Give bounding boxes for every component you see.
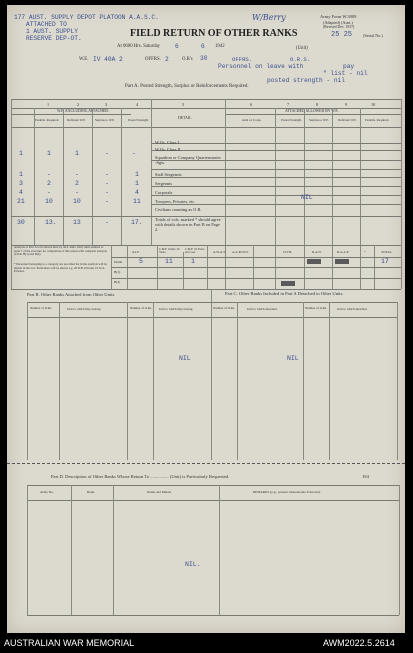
- signature: W/Berry: [252, 13, 286, 22]
- row-label-pte: Troopers, Privates, etc.: [155, 199, 196, 204]
- row-label-cpl: Corporals: [155, 190, 173, 195]
- detail-header: DETAIL: [178, 116, 192, 120]
- wo1-c4: -: [105, 150, 109, 157]
- offrs-value: 2: [165, 56, 169, 63]
- ssgt-c3: -: [75, 171, 79, 178]
- sgt-c3: 2: [75, 180, 79, 187]
- leave-extra: pay: [343, 63, 355, 70]
- col-num-7: 7: [287, 102, 290, 107]
- fold-line: [7, 463, 405, 464]
- row-label-sgt: Sergeants: [155, 181, 172, 186]
- sgt-c1: 3: [19, 180, 23, 187]
- army-form-line-1: Army Form W.3009: [320, 14, 357, 19]
- analysis-total-value: 17: [381, 258, 389, 265]
- cpl-c3: -: [75, 189, 79, 196]
- row-label-wo1: W.Os. Class I.: [155, 140, 181, 145]
- redaction-mark: [307, 259, 321, 264]
- cpl-c5: 4: [135, 189, 139, 196]
- unit-line-1: 177 AUST. SUPPLY DEPOT PLATOON A.A.S.C.: [14, 14, 159, 21]
- analysis-h-awas: A.W.A.S.: [213, 250, 227, 254]
- form-title: FIELD RETURN OF OTHER RANKS: [130, 28, 298, 39]
- row-label-wo2: W.Os. Class II.: [155, 147, 182, 152]
- pte-c4: -: [105, 198, 109, 205]
- part-c-title: Part C. Other Ranks Included in Part A Detached to Other Units.: [225, 291, 344, 296]
- total-c1: 30: [17, 219, 25, 226]
- analysis-row-detail: Detail: [114, 260, 123, 264]
- cpl-c1: 4: [19, 189, 23, 196]
- sub-right-1: Posted Strength.: [281, 118, 302, 122]
- row-label-civ: Civilians counting as O.R.: [155, 207, 202, 212]
- analysis-h-ran: R.A.N.: [312, 250, 322, 254]
- part-d-title: Part D. Description of Other Ranks Whose Return To ................ (Unit) is Particularly Requested.: [51, 474, 230, 479]
- serial-label: (Serial No.): [363, 33, 383, 38]
- date-day: 6: [175, 43, 179, 50]
- cpl-c2: -: [47, 189, 51, 196]
- analysis-h-cmf-over: C.M.F. 19 Years and over: [185, 247, 205, 255]
- sub-left-3: Surplus to W.E.: [95, 118, 116, 122]
- part-d-h4: REMARKS (e.g., present whereabouts if known).: [253, 490, 321, 494]
- analysis-h-raaf: R.A.A.F.: [337, 250, 350, 254]
- army-form-line-2: (Adapted) (Aust.): [323, 20, 353, 25]
- ssgt-c5: 1: [135, 171, 139, 178]
- col-num-6: 6: [250, 102, 253, 107]
- analysis-note: Analysis of Part A to be shown here by ALL units. Only units entitled to parts 7 of the structure for completion of this return with complete analysis of Part B(1) and B(2).: [14, 245, 107, 257]
- unit-line-4: RESERVE DEP-OT.: [26, 35, 82, 42]
- total-c4: -: [105, 219, 109, 226]
- part-c-h4: Unit to which detached.: [337, 307, 368, 311]
- analysis-h-civil: CIVIL: [283, 250, 293, 254]
- at-line: At 0600 Hrs. Saturday: [117, 44, 161, 49]
- part-b-h4: Unit to which they belong.: [159, 307, 194, 311]
- part-b-nil: NIL: [179, 355, 191, 362]
- total-c3: 13: [73, 219, 81, 226]
- pte-c1: 21: [17, 198, 25, 205]
- part-c-h1: Number of O.Rs.: [213, 306, 235, 310]
- part-c-nil: NIL: [287, 355, 299, 362]
- offrs-typed: OFFRS.: [232, 56, 253, 63]
- row-label-ssgt: Staff Sergeants: [155, 172, 182, 177]
- pte-c2: 10: [45, 198, 53, 205]
- cpl-c4: -: [105, 189, 109, 196]
- group-left-label: W.E. EXCLUDING ATTACHED.: [57, 109, 109, 113]
- posted-typed: posted strength - nil: [267, 77, 345, 84]
- col-num-5: 5: [182, 102, 185, 107]
- list-typed: " list - nil: [323, 70, 368, 77]
- analysis-aif-value: 5: [139, 258, 143, 265]
- pte-c5: 11: [133, 198, 141, 205]
- col-num-3: 3: [105, 102, 108, 107]
- group-right-label: ATTACHED ALLOWED BY W.E.: [285, 109, 339, 113]
- army-form-line-3: (Revised Dec. 1937): [323, 25, 355, 29]
- analysis-h-total: TOTAL: [381, 250, 392, 254]
- part-d-h2: Rank.: [87, 490, 96, 494]
- offrs-label: OFFRS.: [145, 57, 161, 62]
- unit-line-3: 1 AUST. SUPPLY: [26, 28, 78, 35]
- footer-accession: AWM2022.5.2614: [323, 638, 395, 648]
- sub-left-1: Establis. Required.: [35, 118, 60, 122]
- sub-right-3: Deficient W.E.: [338, 118, 357, 122]
- pte-c3: 10: [73, 198, 81, 205]
- total-c2: 13.: [45, 219, 57, 226]
- analysis-h-aamws: A.A.M.W.S.: [232, 250, 249, 254]
- col-num-8: 8: [316, 102, 319, 107]
- part-d-nil: NIL.: [185, 561, 201, 568]
- analysis-cmf-over-value: 1: [191, 258, 195, 265]
- wo1-c1: 1: [19, 150, 23, 157]
- part-a-right-nil: NIL: [301, 194, 313, 201]
- part-b-h2: Unit to which they belong.: [67, 307, 102, 311]
- col-num-4: 4: [136, 102, 139, 107]
- col-num-10: 10: [371, 102, 376, 107]
- part-b-title: Part B. Other Ranks Attached from Other Units.: [27, 292, 116, 297]
- part-d-h3: Name and Initials: [147, 490, 172, 494]
- wo1-c3: 1: [75, 150, 79, 157]
- part-d-h1: Army No.: [40, 490, 54, 494]
- sub-right-2: Surplus to W.E.: [309, 118, 330, 122]
- date-month: 6: [201, 43, 205, 50]
- we-value: IV 40A 2: [93, 56, 123, 63]
- sgt-c5: 1: [135, 180, 139, 187]
- sgt-c2: 2: [47, 180, 51, 187]
- sub-left-2: Deficient W.E.: [67, 118, 86, 122]
- sub-right-4: Establis. Required.: [365, 118, 390, 122]
- redaction-mark: [281, 281, 295, 286]
- redaction-mark: [335, 259, 349, 264]
- col-num-1: 1: [47, 102, 50, 107]
- col-num-2: 2: [77, 102, 80, 107]
- ors-value: 30: [200, 55, 208, 62]
- analysis-h-cmf-under: C.M.F. Under 19 Years: [159, 247, 180, 255]
- part-a-title: Part A. Posted Strength, Surplus or Reinforcements Required.: [125, 84, 249, 89]
- leave-typed: Personnel on leave with: [218, 63, 304, 70]
- ors-typed: O.R.S.: [290, 56, 311, 63]
- part-c-h3: Number of O.Rs.: [305, 306, 327, 310]
- form-paper: [7, 5, 405, 633]
- sgt-c4: -: [105, 180, 109, 187]
- analysis-row-b2: B(2): [114, 280, 121, 284]
- analysis-cmf-under-value: 11: [165, 258, 173, 265]
- wo1-c2: 1: [47, 150, 51, 157]
- part-d-year: 194: [362, 474, 369, 479]
- unit-label: (Unit): [296, 46, 308, 51]
- row-label-totals: Totals of cols. marked * should agree with details shown in Part B on Page 2.: [155, 217, 221, 232]
- part-c-h2: Unit to which detached.: [247, 307, 278, 311]
- analysis-h-star: *: [364, 250, 366, 254]
- ssgt-c4: -: [105, 171, 109, 178]
- arm-header: Arm or Corps: [242, 118, 261, 122]
- wo1-c5: -: [132, 150, 136, 157]
- date-year: 1942: [215, 44, 225, 49]
- analysis-note-2: * Personnel belonging to a category not provided for in the analysis will be shown in the Col. Particulars will be shown e.g. 20 R.B. Privates 10 W.A. Privates.: [14, 262, 108, 274]
- ssgt-c1: 1: [19, 171, 23, 178]
- we-label: W.E.: [79, 57, 89, 62]
- row-label-cqms: Squadron or Company Quartermaster -Sgts.: [155, 155, 221, 165]
- part-b-h1: Number of O.Rs.: [30, 306, 52, 310]
- part-b-h3: Number of O.Rs.: [130, 306, 152, 310]
- ors-label: O.R's: [182, 57, 193, 62]
- sub-left-4: Posted Strength.: [128, 118, 149, 122]
- ssgt-c2: -: [47, 171, 51, 178]
- total-c5: 17.: [131, 219, 143, 226]
- col-num-9: 9: [345, 102, 348, 107]
- analysis-row-b1: B(1): [114, 270, 121, 274]
- unit-line-2: ATTACHED TO: [26, 21, 67, 28]
- analysis-h-aif: A.I.F.: [132, 250, 140, 254]
- form-number: 25 25: [331, 31, 353, 39]
- footer-credit: AUSTRALIAN WAR MEMORIAL: [4, 638, 135, 648]
